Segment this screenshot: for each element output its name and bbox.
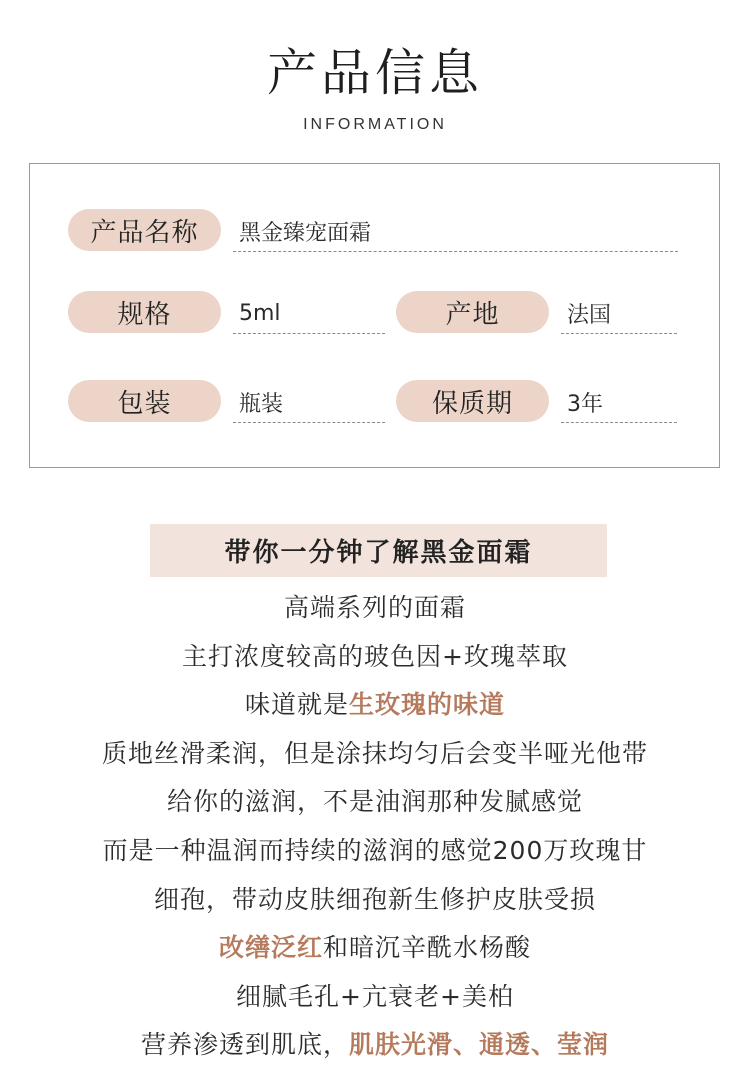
- page-subtitle: INFORMATION: [303, 116, 447, 133]
- desc-line: 高端系列的面霜: [283, 593, 466, 622]
- desc-line: [0, 681, 750, 730]
- desc-highlight: 生玫瑰的味道: [349, 690, 506, 720]
- desc-text: 和暗沉辛酰水杨酸: [323, 933, 532, 963]
- desc-line: 而是一种温润而持续的滋润的感觉200万玫瑰甘: [102, 835, 648, 865]
- desc-text: 营养渗透到肌底，: [140, 1030, 349, 1060]
- shelf-life-label: 保质期: [396, 380, 549, 422]
- desc-line: 细孢，带动皮肤细孢新生修护皮肤受损: [153, 884, 596, 914]
- desc-line: [0, 1021, 750, 1070]
- pack-value: 瓶装: [233, 383, 385, 423]
- name-value: 黑金臻宠面霜: [233, 212, 678, 252]
- origin-label: 产地: [396, 291, 549, 333]
- spec-label: 规格: [68, 291, 221, 333]
- desc-highlight: 肌肤光滑、通透、莹润: [349, 1030, 610, 1060]
- desc-line: 质地丝滑柔润，但是涂抹均匀后会变半哑光他带: [101, 738, 648, 768]
- desc-line: [0, 924, 750, 973]
- page-title: 产品信息: [267, 44, 483, 102]
- desc-highlight: 改缮泛红: [218, 933, 323, 963]
- description-block: [0, 584, 750, 1070]
- desc-text: 味道就是: [244, 690, 349, 720]
- name-label: 产品名称: [68, 209, 221, 251]
- product-info-card: [29, 163, 720, 468]
- origin-value: 法国: [561, 294, 677, 334]
- shelf-life-value: 3年: [561, 383, 677, 423]
- spec-value: 5ml: [233, 294, 385, 334]
- pack-label: 包装: [68, 380, 221, 422]
- desc-line: 主打浓度较高的玻色因+玫瑰萃取: [182, 641, 568, 671]
- desc-line: 细腻毛孔+亢衰老+美柏: [236, 981, 514, 1011]
- desc-line: 给你的滋润，不是油润那种发腻感觉: [166, 787, 583, 817]
- section-banner: 带你一分钟了解黑金面霜: [150, 524, 607, 577]
